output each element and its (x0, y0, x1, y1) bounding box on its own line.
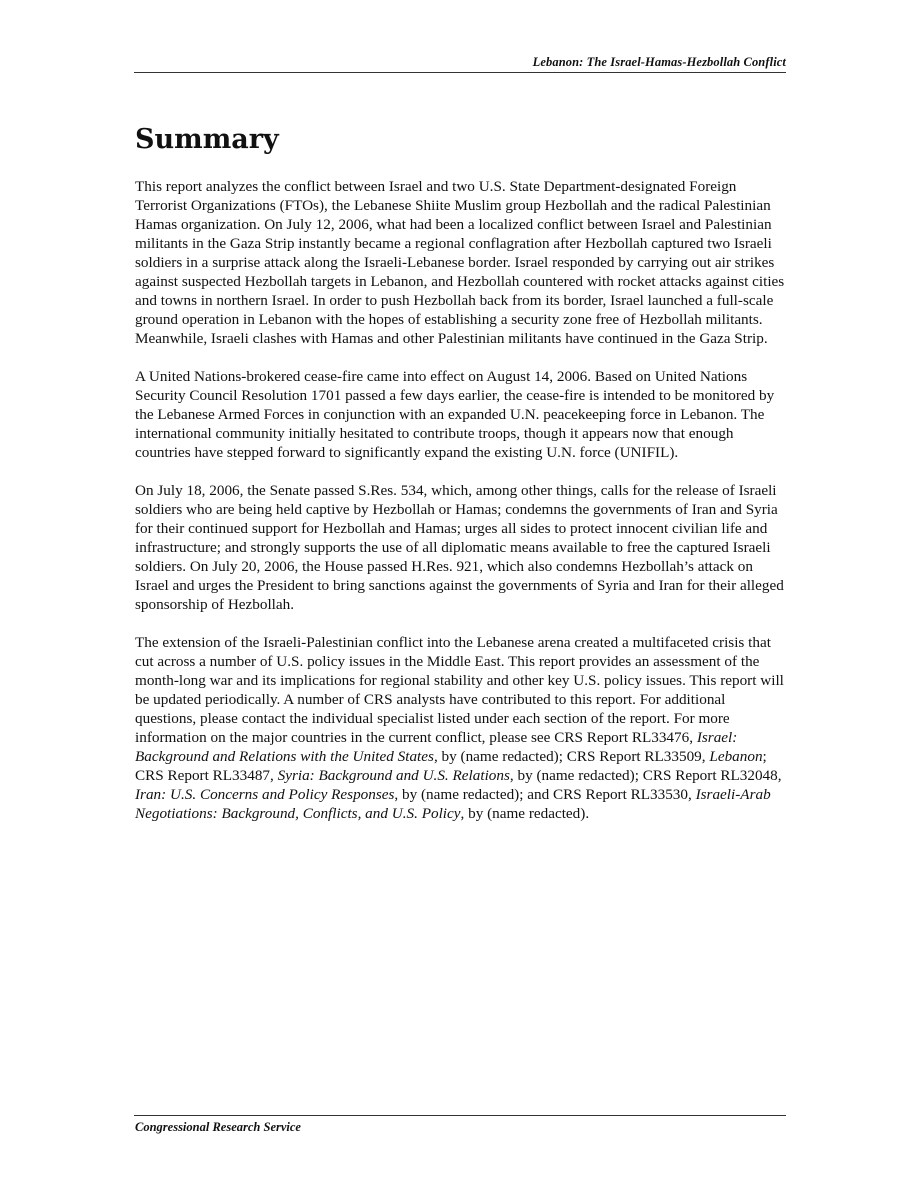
header-rule (134, 72, 786, 73)
reference-title-syria: Syria: Background and U.S. Relations (277, 767, 510, 784)
reference-title-iran: Iran: U.S. Concerns and Policy Responses (135, 786, 395, 803)
reference-text: ; CRS Report RL33487, (135, 748, 767, 784)
summary-paragraph-1: This report analyzes the conflict between Israel and two U.S. State Department-designated Foreign Terrorist Organizations (FTOs), the Lebanese Shiite Muslim group Hezbollah and the radical Palestinian Hamas organization. On July 12, 2006, what had been a localized conflict between Israel and Palestinian militants in the Gaza Strip instantly became a regional conflagration after Hezbollah captured two Israeli soldiers in a surprise attack along the Israeli-Lebanese border. Israel responded by carrying out air strikes against suspected Hezbollah targets in Lebanon, and Hezbollah countered with rocket attacks against cities and towns in northern Israel. In order to push Hezbollah back from its border, Israel launched a full-scale ground operation in Lebanon with the hopes of establishing a security zone free of Hezbollah militants. Meanwhile, Israeli clashes with Hamas and other Palestinian militants have continued in the Gaza Strip. (135, 178, 785, 347)
paragraph-4-intro: The extension of the Israeli-Palestinian conflict into the Lebanese arena created a multifaceted crisis that cut across a number of U.S. policy issues in the Middle East. This report provides an assessment of the month-long war and its implications for regional stability and other key U.S. policy issues. This report will be updated periodically. A number of CRS analysts have contributed to this report. For additional questions, please contact the individual specialist listed under each section of the report. For more information on the major countries in the current conflict, please see CRS Report RL33476, (135, 634, 784, 746)
reference-text: , by (name redacted); CRS Report RL32048, (509, 767, 782, 784)
footer-rule (134, 1115, 786, 1116)
running-header: Lebanon: The Israel-Hamas-Hezbollah Conflict (532, 55, 786, 69)
running-footer: Congressional Research Service (135, 1120, 301, 1134)
reference-title-lebanon: Lebanon (709, 748, 763, 765)
reference-text: , by (name redacted). (460, 805, 590, 822)
summary-paragraph-3: On July 18, 2006, the Senate passed S.Res. 534, which, among other things, calls for the release of Israeli soldiers who are being held captive by Hezbollah or Hamas; condemns the governments of Iran and Syria for their continued support for Hezbollah and Hamas; urges all sides to protect innocent civilian life and infrastructure; and strongly supports the use of all diplomatic means available to free the captured Israeli soldiers. On July 20, 2006, the House passed H.Res. 921, which also condemns Hezbollah’s attack on Israel and urges the President to bring sanctions against the governments of Syria and Iran for their alleged sponsorship of Hezbollah. (135, 482, 784, 613)
reference-text: , by (name redacted); CRS Report RL33509, (433, 748, 710, 765)
reference-title-israel: Israel: Background and Relations with the United States (135, 729, 738, 765)
summary-paragraph-2: A United Nations-brokered cease-fire came into effect on August 14, 2006. Based on United Nations Security Council Resolution 1701 passed a few days earlier, the cease-fire is intended to be monitored by the Lebanese Armed Forces in conjunction with an expanded U.N. peacekeeping force in Lebanon. The international community initially hesitated to contribute troops, though it appears now that enough countries have stepped forward to significantly expand the existing U.N. force (UNIFIL). (135, 368, 775, 461)
section-title: Summary (135, 124, 279, 155)
summary-paragraph-4 (135, 633, 787, 823)
reference-title-israeli-arab: Israeli-Arab Negotiations: Background, Conflicts, and U.S. Policy (135, 786, 771, 822)
summary-body (135, 177, 787, 842)
reference-text: , by (name redacted); and CRS Report RL33530, (394, 786, 696, 803)
